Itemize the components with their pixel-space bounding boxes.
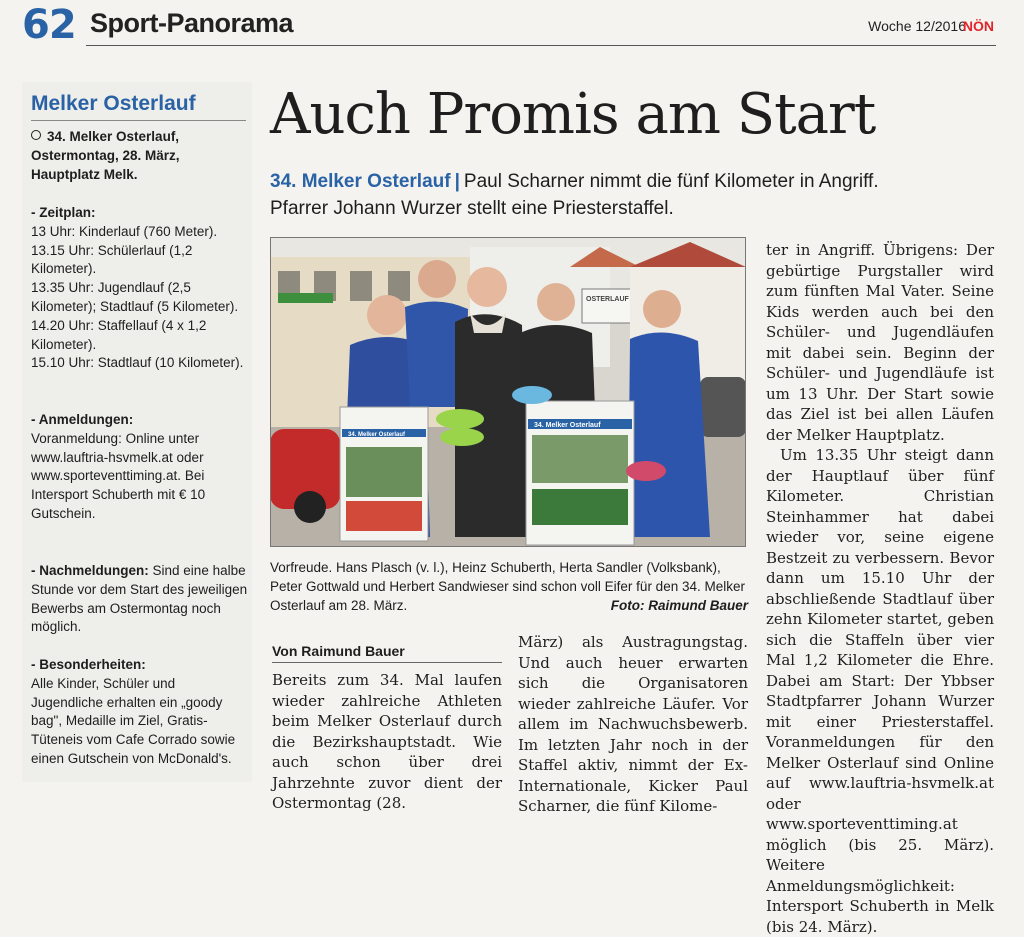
besonderheiten-text: Alle Kinder, Schüler und Jugendliche erhalten ein „goody bag", Medaille im Ziel, Gratis-Tüteneis vom Cafe Corrado sowie einen Gutschein von McDonald's.: [31, 675, 236, 766]
info-box-title: Melker Osterlauf: [31, 92, 196, 115]
bullet-icon: [31, 130, 41, 140]
info-box-rule: [31, 120, 246, 121]
schedule-item: 13.35 Uhr: Jugendlauf (2,5 Kilometer); Stadtlauf (5 Kilometer).: [31, 280, 239, 314]
brand-logo: NÖN: [962, 18, 994, 34]
person-head: [418, 260, 456, 298]
paragraph: Um 13.35 Uhr steigt dann der Hauptlauf über fünf Kilometer. Christian Steinhammer hat dabei wieder vor, seine eigene Bestzeit zu verbessern. Bevor dann um 15.10 Uhr der abschließende Stadtlauf über zehn Kilometer startet, geben sich die Staffeln über vier Mal 1,2 Kilometer die Ehre. Dabei am Start: Der Ybbser Stadtpfarrer Johann Wurzer mit einer Priesterstaffel. Voranmeldungen für den Melker Osterlauf sind Online auf www.lauftria-hsvmelk.at oder www.sporteventtiming.at möglich (bis 25. März). Weitere Anmeldungsmöglichkeit: Intersport Schuberth in Melk (bis 24. März).: [766, 446, 994, 936]
header-rule: [86, 45, 996, 46]
kicker: 34. Melker Osterlauf: [270, 171, 451, 192]
zeitplan-block: [31, 204, 249, 373]
person-head: [643, 290, 681, 328]
headline: Auch Promis am Start: [270, 82, 876, 147]
section-title: Sport-Panorama: [90, 8, 294, 38]
running-shoe: [512, 386, 552, 404]
paragraph: März) als Austragungstag. Und auch heuer erwarten sich die Organisatoren wieder zahlreiche Läufer. Vor allem im Nachwuchsbewerb. Im letzten Jahr noch in der Staffel aktiv, nimmt der Ex-Internationale, Kicker Paul Scharner, die fünf Kilome-: [518, 633, 748, 815]
person-jacket: [628, 332, 710, 537]
nachmeldungen-block: [31, 562, 249, 637]
byline-rule: [272, 662, 502, 663]
poster-left-title: 34. Melker Osterlauf: [348, 432, 406, 438]
caption-text: Vorfreude. Hans Plasch (v. l.), Heinz Schuberth, Herta Sandler (Volksbank), Peter Gottwald und Herbert Sandwieser sind schon voll Eifer für den 34. Melker Osterlauf am 28. März.: [270, 560, 745, 613]
schedule-item: 15.10 Uhr: Stadtlauf (10 Kilometer).: [31, 355, 244, 371]
issue-week: Woche 12/2016: [868, 18, 966, 34]
anmeldungen-block: [31, 411, 249, 524]
person-head: [537, 283, 575, 321]
paragraph: ter in Angriff. Übrigens: Der gebürtige Purgstaller wird zum fünften Mal Vater. Seine Kids werden auch bei den Schüler- und Jugendläufen mit dabei sein. Beginn der Schüler- und Jugendläufe ist um 13 Uhr. Der Start sowie das Ziel ist bei allen Läufen der Melker Hauptplatz.: [766, 241, 994, 444]
anmeldungen-text: Voranmeldung: Online unter www.lauftria-hsvmelk.at oder www.sporteventtiming.at. Bei Intersport Schuberth mit € 10 Gutschein.: [31, 430, 206, 521]
paragraph: Bereits zum 34. Mal laufen wieder zahlreiche Athleten beim Melker Osterlauf durch die Bezirkshauptstadt. Wie auch schon über drei Jahrzehnte zuvor dient der Ostermontag (28.: [272, 671, 502, 812]
article-photo: [270, 237, 746, 547]
poster-right-title: 34. Melker Osterlauf: [534, 422, 601, 429]
anmeldungen-heading: - Anmeldungen:: [31, 412, 134, 427]
schedule-item: 14.20 Uhr: Staffellauf (4 x 1,2 Kilometer).: [31, 317, 207, 352]
article-column-3: [766, 240, 994, 937]
subheadline: [270, 168, 910, 222]
dark-car: [700, 377, 746, 437]
kicker-separator: |: [454, 171, 460, 192]
running-shoe: [626, 461, 666, 481]
running-shoe: [440, 428, 484, 446]
byline: Von Raimund Bauer: [272, 643, 405, 659]
person-head: [467, 267, 507, 307]
running-shoe: [436, 409, 484, 429]
photo-caption: [270, 558, 748, 615]
intro-text: 34. Melker Osterlauf, Ostermontag, 28. März, Hauptplatz Melk.: [31, 129, 180, 182]
shop-sign: OSTERLAUF: [586, 296, 629, 303]
schedule-item: 13.15 Uhr: Schülerlauf (1,2 Kilometer).: [31, 242, 193, 277]
zeitplan-heading: - Zeitplan:: [31, 205, 96, 220]
photo-credit: Foto: Raimund Bauer: [610, 598, 748, 613]
nachmeldungen-heading: - Nachmeldungen:: [31, 563, 149, 578]
subhead-text: Paul Scharner nimmt die fünf Kilometer in Angriff. Pfarrer Johann Wurzer stellt eine Priesterstaffel.: [270, 171, 879, 219]
article-column-2: [518, 632, 748, 817]
besonderheiten-heading: - Besonderheiten:: [31, 657, 146, 672]
info-box-intro: [31, 128, 249, 184]
schedule-item: 13 Uhr: Kinderlauf (760 Meter).: [31, 223, 218, 239]
nachmeldungen-text: Sind eine halbe Stunde vor dem Start des jeweiligen Bewerbs am Ostermontag noch möglich.: [31, 563, 248, 635]
besonderheiten-block: [31, 656, 249, 769]
article-column-1: [272, 670, 502, 814]
person-head: [367, 295, 407, 335]
page-number: 62: [22, 2, 76, 48]
